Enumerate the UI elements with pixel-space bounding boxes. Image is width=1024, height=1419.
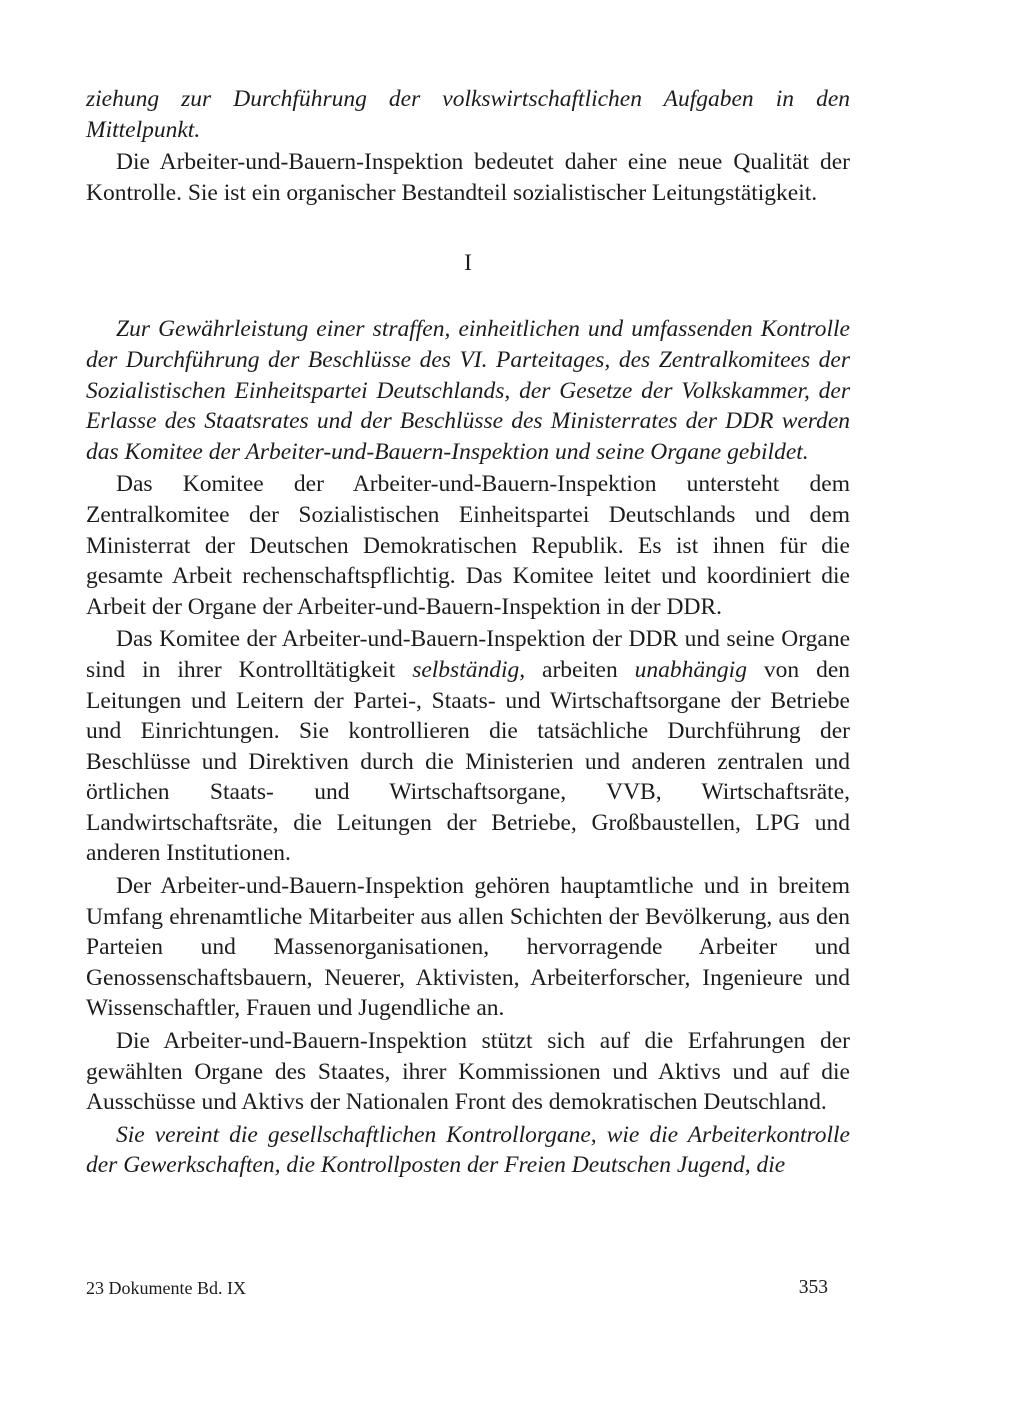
independence-emphasis-unabhaengig: unabhängig (634, 656, 747, 683)
section-paragraph-accountability: Das Komitee der Arbeiter-und-Bauern-Inspektion untersteht dem Zentralkomitee der Sozialistischen Einheitspartei Deutschlands und dem Ministerrat der Deutschen Demokratischen Republik. Es ist ihnen für die gesamte Arbeit rechenschaftspflichtig. Das Komitee leitet und koordiniert die Arbeit der Organe der Arbeiter-und-Bauern-Inspektion in der DDR. (86, 471, 850, 620)
page-number: 353 (798, 1277, 828, 1298)
page-footer (86, 1276, 828, 1300)
footer-signature: 23 Dokumente Bd. IX (86, 1278, 246, 1298)
document-page (86, 84, 850, 1181)
independence-text-part-3: von den Leitungen und Leitern der Partei-, Staats- und Wirtschaftsorgane der Betriebe und Einrichtungen. Sie kontrollieren die tatsächliche Durchführung der Beschlüsse und Direktiven durch die Ministerien und anderen zentralen und örtlichen Staats- und Wirtschaftsorgane, VVB, Wirtschaftsräte, Landwirtschaftsräte, die Leitungen der Betriebe, Großbaustellen, LPG und anderen Institutionen. (86, 656, 850, 867)
section-paragraph-members: Der Arbeiter-und-Bauern-Inspektion gehören hauptamtliche und in breitem Umfang ehrenamtliche Mitarbeiter aus allen Schichten der Bevölkerung, aus den Parteien und Massenorganisationen, hervorragende Arbeiter und Genossenschaftsbauern, Neuerer, Aktivisten, Arbeiterforscher, Ingenieure und Wissenschaftler, Frauen und Jugendliche an. (86, 873, 850, 1022)
section-paragraph-support: Die Arbeiter-und-Bauern-Inspektion stützt sich auf die Erfahrungen der gewählten Organe des Staates, ihrer Kommissionen und Aktivs und auf die Ausschüsse und Aktivs der Nationalen Front des demokratischen Deutschland. (86, 1028, 850, 1116)
independence-text-part-2: arbeiten (525, 656, 635, 683)
section-paragraph-establishment: Zur Gewährleistung einer straffen, einheitlichen und umfassenden Kontrolle der Durchführung der Beschlüsse des VI. Parteitages, des Zentralkomitees der Sozialistischen Einheitspartei Deutschlands, der Gesetze der Volkskammer, der Erlasse des Staatsrates und der Beschlüsse des Ministerrates der DDR werden das Komitee der Arbeiter-und-Bauern-Inspektion und seine Organe gebildet. (86, 316, 850, 465)
independence-emphasis-selbstaendig: selbständig, (412, 656, 526, 683)
intro-paragraph-continuation: ziehung zur Durchführung der volkswirtschaftlichen Aufgaben in den Mittelpunkt. (86, 86, 850, 143)
independence-text-part-1: Das Komitee der Arbeiter-und-Bauern-Inspektion der DDR und seine Organe sind in ihrer Kontrolltätigkeit (86, 626, 850, 683)
intro-paragraph-quality: Die Arbeiter-und-Bauern-Inspektion bedeutet daher eine neue Qualität der Kontrolle. Sie ist ein organischer Bestandteil sozialistischer Leitungstätigkeit. (86, 149, 850, 206)
section-heading-numeral: I (464, 250, 472, 277)
section-paragraph-control-organs: Sie vereint die gesellschaftlichen Kontrollorgane, wie die Arbeiterkontrolle der Gewerkschaften, die Kontrollposten der Freien Deutschen Jugend, die (86, 1121, 850, 1179)
section-paragraph-independence (86, 624, 850, 869)
